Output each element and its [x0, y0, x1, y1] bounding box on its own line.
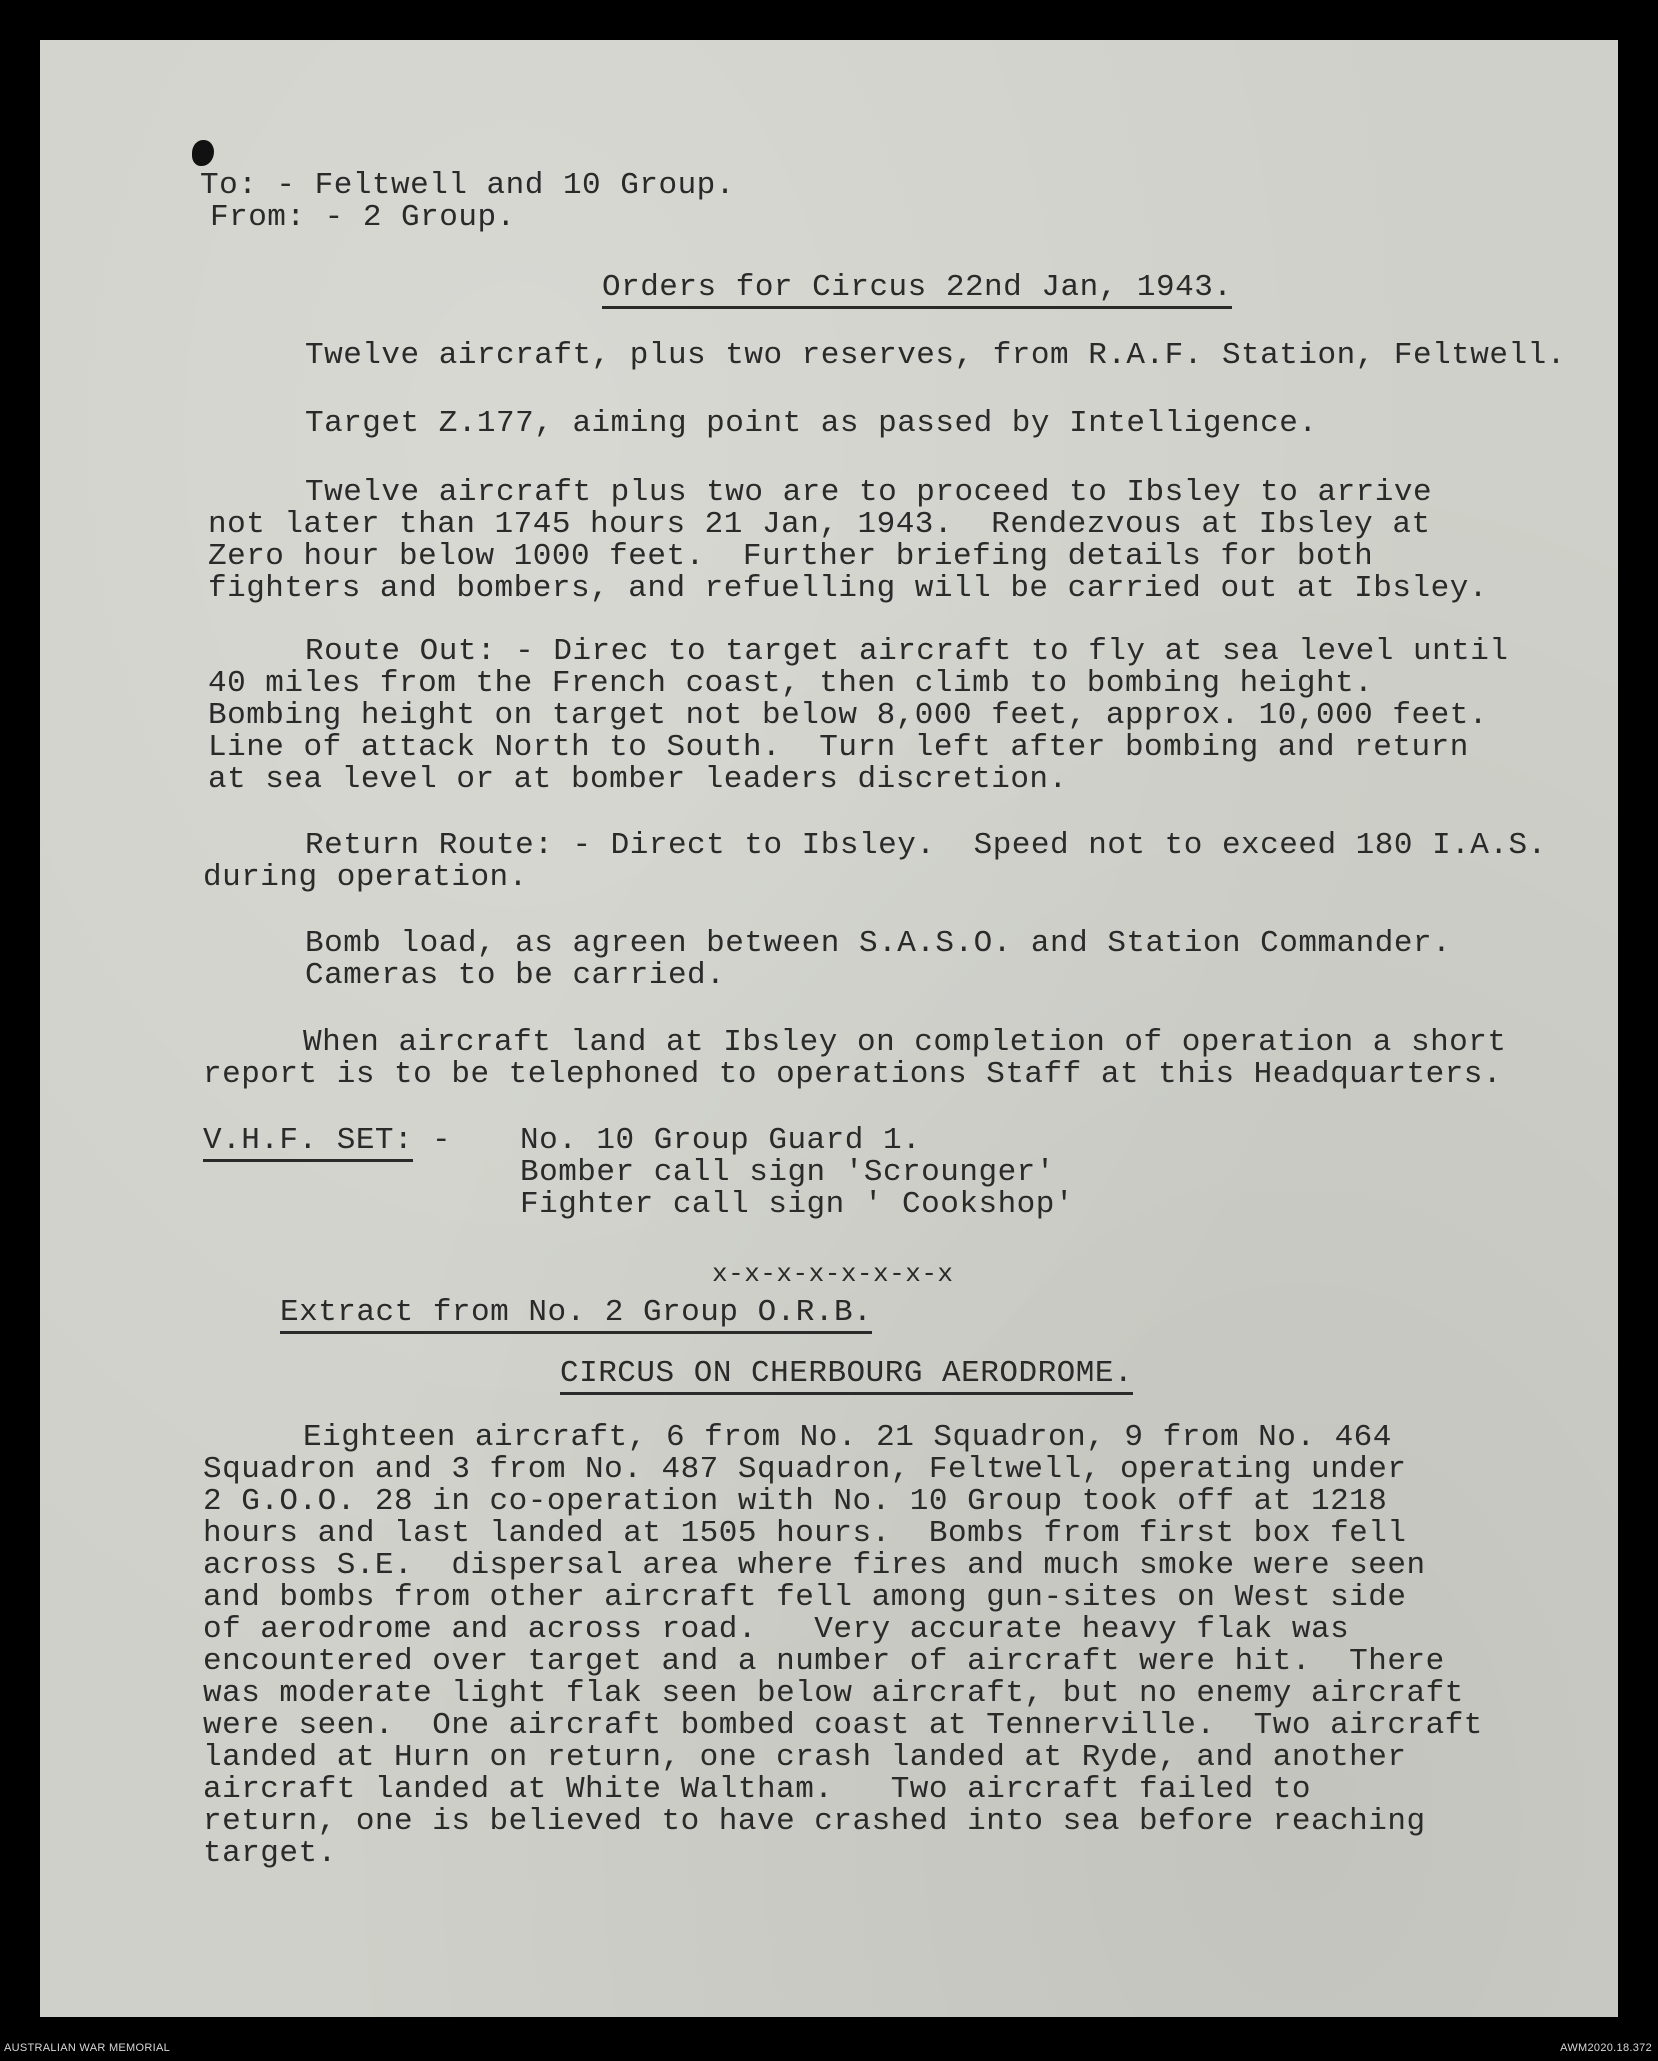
footer-reference: AWM2020.18.372	[1560, 2042, 1652, 2054]
text-line: aircraft landed at White Waltham. Two aircraft failed to	[203, 1772, 1311, 1807]
text-line: report is to be telephoned to operations Staff at this Headquarters.	[203, 1057, 1503, 1092]
vhf-dash: -	[432, 1123, 452, 1158]
text-line: and bombs from other aircraft fell among gun-sites on West side	[203, 1580, 1407, 1615]
text-line: encountered over target and a number of aircraft were hit. There	[203, 1644, 1445, 1679]
text-line: were seen. One aircraft bombed coast at Tennerville. Two aircraft	[203, 1708, 1483, 1743]
text-line: Twelve aircraft plus two are to proceed to Ibsley to arrive	[305, 475, 1433, 510]
vhf-line: No. 10 Group Guard 1.	[520, 1123, 922, 1158]
separator: x-x-x-x-x-x-x-x	[712, 1259, 954, 1289]
vhf-line: Bomber call sign 'Scrounger'	[520, 1155, 1055, 1190]
text-line: Cameras to be carried.	[305, 958, 726, 993]
text-line: Squadron and 3 from No. 487 Squadron, Feltwell, operating under	[203, 1452, 1407, 1487]
paragraph-aircraft: Twelve aircraft, plus two reserves, from R.A.F. Station, Feltwell.	[305, 338, 1566, 373]
orders-title: Orders for Circus 22nd Jan, 1943.	[602, 272, 1232, 309]
text-line: at sea level or at bomber leaders discretion.	[208, 762, 1068, 797]
text-line: Bombing height on target not below 8,000 feet, approx. 10,000 feet.	[208, 698, 1488, 733]
text-line: Return Route: - Direct to Ibsley. Speed not to exceed 180 I.A.S.	[305, 828, 1547, 863]
text-line: landed at Hurn on return, one crash landed at Ryde, and another	[203, 1740, 1407, 1775]
text-line: Zero hour below 1000 feet. Further briefing details for both	[208, 539, 1374, 574]
text-line: Line of attack North to South. Turn left after bombing and return	[208, 730, 1469, 765]
text-line: during operation.	[203, 860, 528, 895]
text-line: of aerodrome and across road. Very accurate heavy flak was	[203, 1612, 1350, 1647]
from-line: From: - 2 Group.	[210, 200, 516, 235]
vhf-line: Fighter call sign ' Cookshop'	[520, 1187, 1074, 1222]
circus-title: CIRCUS ON CHERBOURG AERODROME.	[560, 1358, 1133, 1395]
text-line: When aircraft land at Ibsley on completion of operation a short	[303, 1025, 1507, 1060]
text-line: fighters and bombers, and refuelling will be carried out at Ibsley.	[208, 571, 1488, 606]
text-line: across S.E. dispersal area where fires and much smoke were seen	[203, 1548, 1426, 1583]
to-line: To: - Feltwell and 10 Group.	[200, 168, 735, 203]
text-line: return, one is believed to have crashed into sea before reaching	[203, 1804, 1426, 1839]
text-line: 40 miles from the French coast, then climb to bombing height.	[208, 666, 1374, 701]
text-line: hours and last landed at 1505 hours. Bombs from first box fell	[203, 1516, 1407, 1551]
text-line: target.	[203, 1836, 337, 1871]
text-line: Eighteen aircraft, 6 from No. 21 Squadron, 9 from No. 464	[303, 1420, 1392, 1455]
text-line: Bomb load, as agreen between S.A.S.O. and Station Commander.	[305, 926, 1452, 961]
vhf-label: V.H.F. SET:	[203, 1125, 413, 1162]
text-line: 2 G.O.O. 28 in co-operation with No. 10 Group took off at 1218	[203, 1484, 1388, 1519]
text-line: was moderate light flak seen below aircraft, but no enemy aircraft	[203, 1676, 1464, 1711]
extract-heading: Extract from No. 2 Group O.R.B.	[280, 1297, 872, 1334]
text-line: not later than 1745 hours 21 Jan, 1943. Rendezvous at Ibsley at	[208, 507, 1431, 542]
footer-institution: AUSTRALIAN WAR MEMORIAL	[4, 2042, 171, 2054]
text-line: Route Out: - Direc to target aircraft to fly at sea level until	[305, 634, 1509, 669]
paragraph-target: Target Z.177, aiming point as passed by Intelligence.	[305, 406, 1318, 441]
